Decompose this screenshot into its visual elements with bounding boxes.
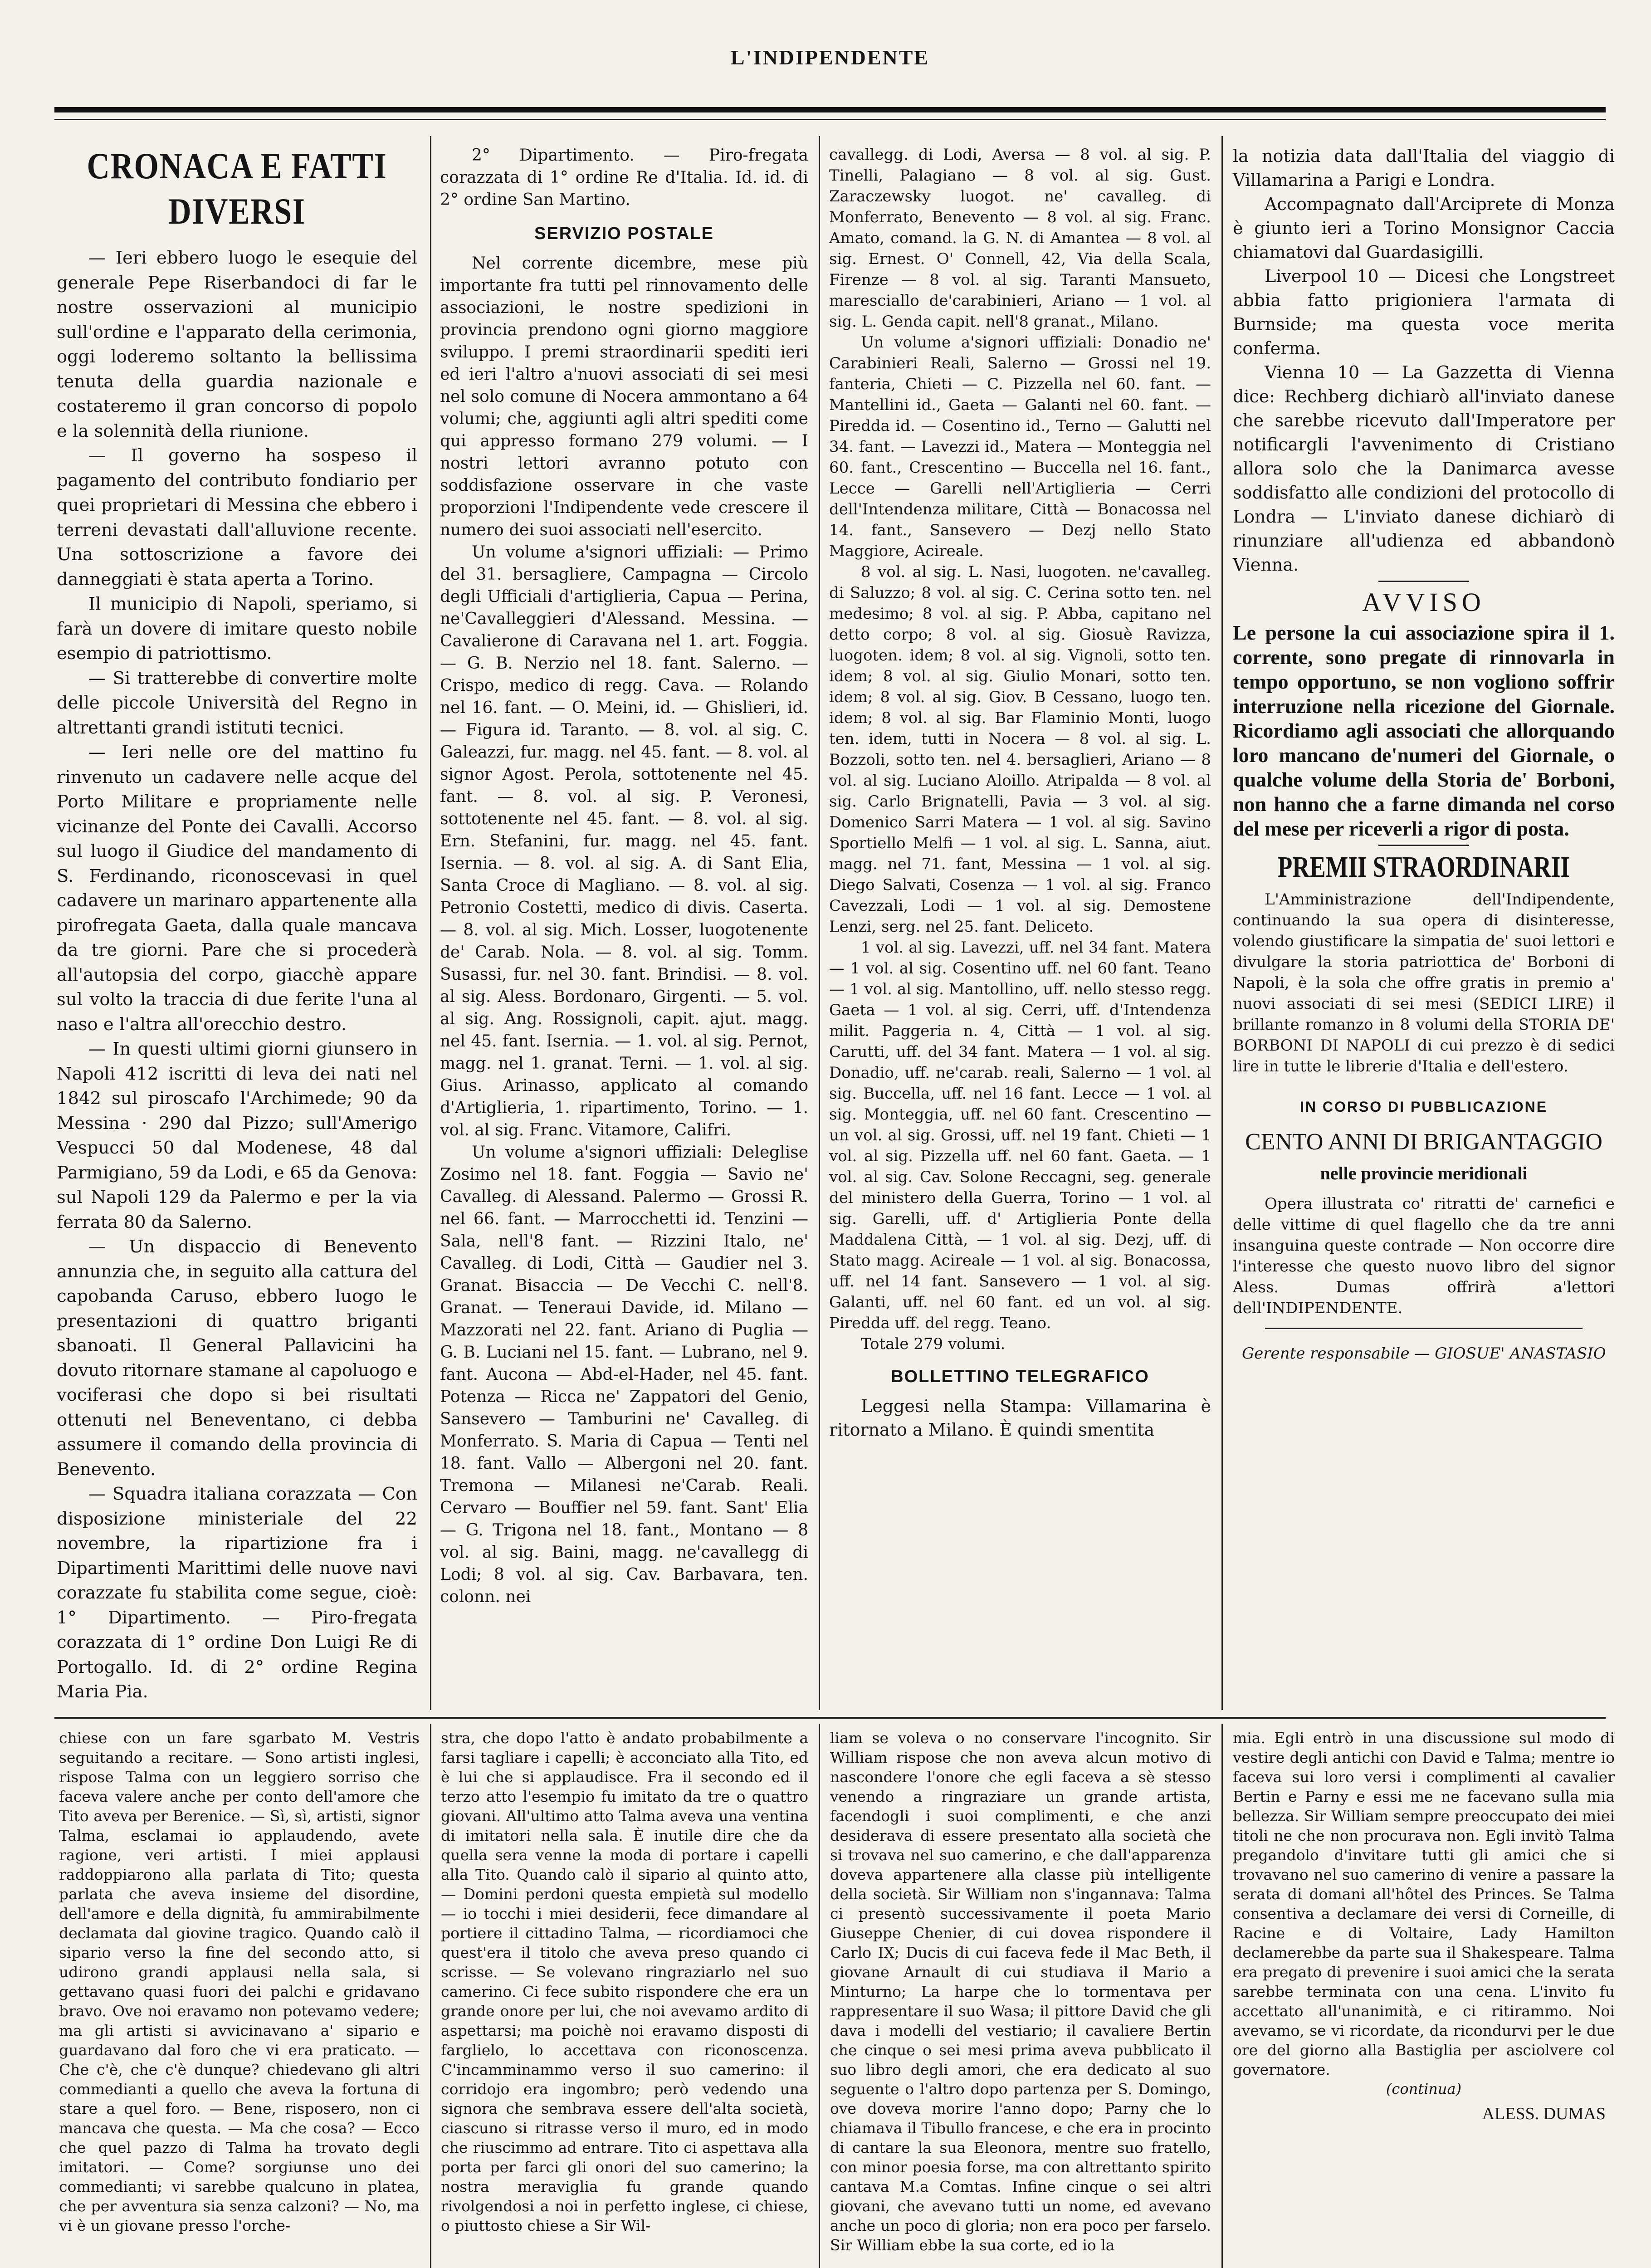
article-paragraph: — Squadra italiana corazzata — Con disposizione ministeriale del 22 novembre, la ripartizione fra i Dipartimenti Marittimi delle nuove navi corazzate fu stabilita come segue, cioè: 1° Dipartimento. — Piro-fregata corazzata di 1° ordine Don Luigi Re di Portogallo. Id. di 2° ordine Regina Maria Pia. — [57, 1484, 417, 1702]
article-paragraph: Un volume a'signori uffiziali: — Primo del 31. bersagliere, Campagna — Circolo degli Ufficiali d'artiglieria, Capua — Perina, ne'Cavalleggieri d'Alessand. Messina. — Cavalierone di Caravana nel 1. art. Foggia. — G. B. Nerzio nel 18. fant. Salerno. — Crispo, medico di regg. Cava. — Rolando nel 16. fant. — O. Meini, id. — Ghislieri, id. — Figura id. Taranto. — 8. vol. al sig. C. Galeazzi, fur. magg. nel 45. fant. — 8. vol. al signor Agost. Perola, sottotenente nel 45. fant. — 8. vol. al sig. P. Veronesi, sottotenente nel 45. fant. — 8. vol. al sig. Ern. Stefanini, fur. magg. nel 45. fant. Isernia. — 8. vol. al sig. A. di Sant Elia, Santa Croce di Magliano. — 8. vol. al sig. Petronio Costetti, medico di divis. Caserta. — 8. vol. al sig. Mich. Losser, luogotenente de' Carab. Nola. — 8. vol. al sig. Tomm. Susassi, fur. nel 30. fant. Brindisi. — 8. vol. al sig. Aless. Bordonaro, Girgenti. — 5. vol. al sig. Ang. Rossignoli, capit. ajut. magg. nel 45. fant. Isernia. — 1. vol. al sig. Pernot, magg. nel 1. granat. Terni. — 1. vol. al sig. Gius. Arinasso, applicato al comando d'Artiglieria, 1. ripartimento, Torino. — 1. vol. al sig. Franc. Vitamore, Califri. — [440, 543, 808, 1139]
masthead: L'INDIPENDENTE — [730, 46, 930, 69]
masthead-rule-thick — [54, 107, 1606, 112]
column-rule — [430, 136, 431, 1710]
article-paragraph: Leggesi nella Stampa: Villamarina è ritornato a Milano. È quindi smentita — [829, 1396, 1211, 1440]
cento-body: Opera illustrata co' ritratti de' carnefici e delle vittime di quel flagello che da tre anni insanguina queste contrade — Non occorre dire l'interesse che questo nuovo libro del signor Aless. Dumas offrirà a'lettori dell'INDIPENDENTE. — [1233, 1195, 1615, 1317]
section-title-bollettino: BOLLETTINO TELEGRAFICO — [891, 1367, 1149, 1386]
article-paragraph: Nel corrente dicembre, mese più importante fra tutti pel rinnovamento delle associazioni, le nostre spedizioni in provincia prendono ogni giorno maggiore sviluppo. I premi straordinarii spediti ieri ed ieri l'altro a'nuovi associati di sei mesi nel solo comune di Nocera ammontano a 64 volumi; che, aggiunti agli altri spediti come qui appresso formano 279 volumi. — I nostri lettori avranno potuto con soddisfazione osservare in che vaste proporzioni l'Indipendente vede crescere il numero dei suoi associati nell'esercito. — [440, 254, 808, 539]
article-paragraph: la notizia data dall'Italia del viaggio di Villamarina a Parigi e Londra. — [1233, 146, 1615, 190]
article-paragraph: — Ieri nelle ore del mattino fu rinvenuto un cadavere nelle acque del Porto Militare e propriamente nelle vicinanze del Ponte dei Cavalli. Accorso sul luogo il Giudice del mandamento di S. Ferdinando, riconoscevasi in quel cadavere un marinaro appartenente alla pirofregata Gaeta, dalla quale mancava da tre giorni. Pare che si procederà all'autopsia del corpo, giacchè appare sul volto la traccia di due ferite l'una al naso e l'altra all'orecchio destro. — [57, 742, 417, 1035]
feuilleton-column — [1233, 1728, 1615, 2124]
separator — [1378, 845, 1469, 846]
section-title-servizio-postale: SERVIZIO POSTALE — [534, 224, 714, 243]
feuilleton-column — [441, 1728, 808, 2235]
article-paragraph: — In questi ultimi giorni giunsero in Napoli 412 iscritti di leva dei nati nel 1842 sul piroscafo l'Archimede; 90 da Messina · 290 dal Pizzo; sull'Amerigo Vespucci 50 dal Modenese, 48 dal Parmigiano, 59 da Lodi, e 65 da Genova: sul Napoli 129 da Palermo e per la via ferrata 80 da Salerno. — [57, 1039, 417, 1232]
feuilleton-rule — [54, 1717, 1606, 1719]
column-servizio-postale — [440, 144, 808, 1608]
article-paragraph: Totale 279 volumi. — [861, 1335, 1006, 1353]
feuilleton-column-rule — [819, 1724, 820, 2268]
separator — [1378, 581, 1469, 582]
separator — [1265, 1328, 1583, 1329]
feuilleton-text: liam se voleva o no conservare l'incognito. Sir William rispose che non aveva alcun motivo di nascondere l'onore che egli faceva a sè stesso venendo a ringraziare un grande artista, facendogli i suoi complimenti, e che anzi desiderava di essere presentato alla società che si trovava nel suo camerino, e che dall'apparenza doveva appartenere alla classe più intelligente della società. Sir William non s'ingannava: Talma ci presentò successivamente il poeta Mario Giuseppe Chenier, di cui dovea rispondere il Carlo IX; Ducis di cui faceva fede il Mac Beth, il giovane Arnault di cui studiava il Mario a Minturno; La harpe che lo tormentava per rappresentare il suo Wasa; il pittore David che gli dava i modelli del vestiario; il cavaliere Bertin che cinque o sei mesi prima aveva pubblicato il suo libro degli amori, che era dedicato al suo seguente o l'altro dopo partenza per S. Domingo, ove doveva morire l'anno dopo; Parny che lo chiamava il Tibullo francese, e che era in procinto di cantare la sua Eleonora, mentre suo fratello, con minor poesia forse, ma con altrettanto spirito cantava M.a Comtas. Infine cinque o sei altri giovani, che avevano tutti un nome, ed avevano anche un poco di gloria; non era poco per farselo. Sir William ebbe la sua corte, ed io la — [830, 1729, 1211, 2254]
feuilleton-column — [830, 1728, 1211, 2255]
feuilleton-column-rule — [1221, 1724, 1223, 2268]
article-paragraph: — Un dispaccio di Benevento annunzia che, in seguito alla cattura del capobanda Caruso, ebbero luogo le presentazioni di quattro briganti sbanoati. Il General Pallavicini ha dovuto ritornare stamane al capoluogo e vociferasi che dopo si bei risultati ottenuti nel Beneventano, ci debba assumere il comando della provincia di Benevento. — [57, 1237, 417, 1480]
article-paragraph: Un volume a'signori uffiziali: Deleglise Zosimo nel 18. fant. Foggia — Savio ne' Cavalleg. di Alessand. Palermo — Grossi R. nel 66. fant. — Marrocchetti id. Tenzini — Sala, nell'8 fant. — Rizzini Italo, ne' Cavalleg. di Lodi, Città — Gaudier nel 3. Granat. Bisaccia — De Vecchi C. nell'8. Granat. — Teneraui Davide, id. Milano — Mazzorati nel 22. fant. Ariano di Puglia — G. B. Luciani nel 15. fant. — Lubrano, nel 9. fant. Aucona — Abd-el-Hader, nel 45. fant. Potenza — Ricca ne' Zappatori del Genio, Sansevero — Tamburini ne' Cavalleg. di Monferrato. S. Maria di Capua — Tenti nel 18. fant. Vallo — Albergoni nel 20. fant. Tremona — Milanesi ne'Carab. Reali. Cervaro — Bouffier nel 59. fant. Sant' Elia — G. Trigona nel 18. fant., Montano — 8 vol. al sig. Baini, magg. ne'cavallegg di Lodi; 8 vol. al sig. Cav. Barbavara, ten. colonn. nei — [440, 1143, 808, 1606]
column-rule — [1221, 136, 1223, 1710]
feuilleton-text: chiese con un fare sgarbato M. Vestris seguitando a recitare. — Sono artisti inglesi, rispose Talma con un leggiero sorriso che faceva valere anche per conto dell'amore che Tito aveva per Berenice. — Sì, sì, artisti, signor Talma, esclamai io applaudendo, avete ragione, veri artisti. I miei applausi raddoppiarono alla parlata di Tito; questa parlata che aveva insieme del disordine, dell'amore e della dignità, fu ammirabilmente declamata dal giovine tragico. Quando calò il sipario verso la fine del secondo atto, si udirono grandi applausi nella sala, si gettavano quasi fuori dei palchi e gridavano bravo. Ove noi eravamo non potevamo vedere; ma gli artisti si avvicinavano a' sipario e guardavano dal foro che vi era praticato. — Che c'è, che c'è dunque? chiedevano gli altri commedianti a quello che aveva la fortuna di stare a quel foro. — Bene, risposero, non ci mancava che questa. — Ma che cosa? — Ecco che quel pazzo di Talma ha trovato degli imitatori. — Come? sorgiunse uno dei commedianti; vi sarebbe qualcuno in platea, che per avventura sia senza calzoni? — No, ma vi è un giovane presso l'orche- — [59, 1729, 420, 2234]
article-paragraph: 2° Dipartimento. — Piro-fregata corazzata di 1° ordine Re d'Italia. Id. id. di 2° ordine San Martino. — [440, 146, 808, 209]
feuilleton-column-rule — [430, 1724, 431, 2268]
cento-subtitle: nelle provincie meridionali — [1320, 1163, 1528, 1183]
feuilleton-text: mia. Egli entrò in una discussione sul modo di vestire degli antichi con David e Talma; mentre io faceva sui loro versi i complimenti al cavalier Bertin e Parny e essi me ne facevano sulla mia bellezza. Sir William sempre preoccupato dei miei titoli ne che non procurava non. Egli invitò Talma pregandolo d'invitare tutti gli amici che si trovavano nel suo camerino di venire a passare la serata di domani all'hôtel des Princes. Se Talma consentiva a declamare dei versi di Corneille, di Racine e di Voltaire, Lady Hamilton declamerebbe da parte sua il Shakespeare. Talma era pregato di prevenire i suoi amici che la serata sarebbe terminata con una cena. L'invito fu accettato all'unanimità, e ci ritirammo. Noi avevamo, se vi ricordate, da ricondurvi per le due ore del giorno alla Bastiglia per asciolvere col governatore. — [1233, 1729, 1615, 2078]
feuilleton-text: stra, che dopo l'atto è andato probabilmente a farsi tagliare i capelli; è acconciato alla Tito, ed è lui che si applaudisce. Fra il secondo ed il terzo atto l'esempio fu imitato da tre o quattro giovani. All'ultimo atto Talma aveva una ventina di imitatori nella sala. È inutile dire che da quella sera venne la moda di portare i capelli alla Tito. Quando calò il sipario al quinto atto, — Domini perdoni questa empietà sul modello — io tocchi i miei desiderii, fece dimandare al portiere il cittadino Talma, — ricordiamoci che quest'era il titolo che aveva preso quando ci scrisse. — Se volevano ringraziarlo nel suo camerino. Ci fece subito rispondere che era un grande onore per lui, che noi avevamo ardito di aspettarsi; ma poichè noi eravamo disposti di farglielo, lo accettava con riconoscenza. C'incamminammo verso il suo camerino: il corridojo era ingombro; però vedendo una signora che sembrava essere dell'alta società, ciascuno si ritrasse verso il muro, ed in modo che riuscimmo ad entrare. Tito ci aspettava alla porta per farci gli onori del suo camerino; la nostra meraviglia fu grande quando rivolgendosi a noi in perfetto inglese, ci chiese, o piuttosto chiese a Sir Wil- — [441, 1729, 808, 2234]
column-cronaca — [57, 141, 417, 1705]
avviso-body: Le persone la cui associazione spira il 1. corrente, sono pregate di rinnovarla in tempo opportuno, se non vogliono soffrir interruzione nella ricezione del Giornale. Ricordiamo agli associati che allorquando loro mancano de'numeri del Giornale, o qualche volume della Storia de' Borboni, non hanno che a farne dimanda nel corso del mese per riceverli a rigor di posta. — [1233, 621, 1615, 840]
article-paragraph: — Ieri ebbero luogo le esequie del generale Pepe Riserbandoci di far le nostre osservazioni al municipio sull'ordine e l'apparato della cerimonia, oggi loderemo soltanto la bellissima tenuta della guardia nazionale e costateremo il gran concorso di popolo e la solennità della riunione. — [57, 248, 417, 441]
article-paragraph: Vienna 10 — La Gazzetta di Vienna dice: Rechberg dichiarò all'inviato danese che sarebbe ricevuto dall'Imperatore per notificargli l'avvenimento di Cristiano allora solo che la Danimarca avesse soddisfatto alle condizioni del protocollo di Londra — L'inviato danese dichiarò di rinunziare all'udienza ed abbandonò Vienna. — [1233, 362, 1615, 575]
column-volumi — [829, 144, 1211, 1442]
column-notizie — [1233, 144, 1615, 1366]
article-paragraph: cavallegg. di Lodi, Aversa — 8 vol. al sig. P. Tinelli, Palagiano — 8 vol. al sig. Gust. Zaraczewsky luogot. ne' cavalleg. di Monferrato, Benevento — 8 vol. al sig. Franc. Amato, comand. la G. N. di Amantea — 8 vol. al sig. Ernest. O' Connell, 42, Via della Scala, Firenze — 8 vol. al sig. Taranti Mansueto, maresciallo de'carabinieri, Ariano — 1 vol. al sig. L. Genda capit. nell'8 granat., Milano. — [829, 146, 1211, 331]
article-paragraph: Liverpool 10 — Dicesi che Longstreet abbia fatto prigioniera l'armata di Burnside; ma questa voce merita conferma. — [1233, 266, 1615, 358]
article-paragraph: — Il governo ha sospeso il pagamento del contributo fondiario per quei proprietari di Messina che ebbero i terreni devastati dall'alluvione recente. Una sottoscrizione a favore dei danneggiati è stata aperta a Torino. — [57, 445, 417, 590]
article-paragraph: — Si tratterebbe di convertire molte delle piccole Università del Regno in altrettanti grandi istituti tecnici. — [57, 668, 417, 738]
section-title-cronaca: CRONACA E FATTI DIVERSI — [87, 145, 387, 232]
continua-label: (continua) — [1386, 2080, 1462, 2097]
premi-body: L'Amministrazione dell'Indipendente, continuando la sua opera di disinteresse, volendo giustificare la simpatia de' suoi lettori e divulgare la storia patriottica de' Borboni di Napoli, è la sola che offre gratis in premio a' nuovi associati di sei mesi (SEDICI LIRE) il brillante romanzo in 8 volumi della STORIA DE' BORBONI DI NAPOLI di cui prezzo è di sedici lire in tutte le librerie d'Italia e dell'estero. — [1233, 890, 1615, 1075]
article-paragraph: 8 vol. al sig. L. Nasi, luogoten. ne'cavalleg. di Saluzzo; 8 vol. al sig. C. Cerina sotto ten. nel medesimo; 8 vol. al sig. P. Abba, capitano nel detto corpo; 8 vol. al sig. Giosuè Ravizza, luogoten. idem; 8 vol. al sig. Vignoli, sotto ten. idem; 8 vol. al sig. Giulio Monari, sotto ten. idem; 8 vol. al sig. Giov. B Cessano, luogo ten. idem; 8 vol. al sig. Bar Flaminio Monti, luogo ten. idem, tutti in Nocera — 8 vol. al sig. L. Bozzoli, sotto ten. nel 4. bersaglieri, Ariano — 8 vol. al sig. Luciano Aloillo. Atripalda — 8 vol. al sig. Carlo Brignatelli, Pavia — 3 vol. al sig. Domenico Sarri Matera — 1 vol. al sig. Savino Sportiello Melfi — 1 vol. al sig. L. Sanna, aiut. magg. nel 71. fant, Messina — 1 vol. al sig. Diego Salvati, Cosenza — 1 vol. al sig. Franco Cavezzali, Lodi — 1 vol. al sig. Demostene Lenzi, serg. nel 25. fant. Deliceto. — [829, 563, 1211, 936]
feuilleton-column — [59, 1728, 420, 2235]
column-rule — [819, 136, 820, 1710]
cento-title: CENTO ANNI DI BRIGANTAGGIO — [1245, 1129, 1602, 1155]
premi-title: PREMII STRAORDINARII — [1278, 850, 1570, 884]
article-paragraph: Accompagnato dall'Arciprete di Monza è giunto ieri a Torino Monsignor Caccia chiamatovi dal Guardasigilli. — [1233, 194, 1615, 262]
article-paragraph: 1 vol. al sig. Lavezzi, uff. nel 34 fant. Matera — 1 vol. al sig. Cosentino uff. nel 60 fant. Teano — 1 vol. al sig. Mantollino, uff. nello stesso regg. Gaeta — 1 vol. al sig. Cerri, uff. d'Intendenza milit. Paggeria n. 4, Città — 1 vol. al sig. Carutti, uff. del 34 fant. Matera — 1 vol. al sig. Donadio, uff. ne'carab. reali, Salerno — 1 vol. al sig. Buccella, uff. nel 16 fant. Lecce — 1 vol. al sig. Monteggia, uff. nel 60 fant. Crescentino — un vol. al sig. Grossi, uff. nel 19 fant. Chieti — 1 vol. al sig. Pizzella uff. nel 60 fant. Gaeta. — 1 vol. al sig. Cav. Solone Reccagni, seg. generale del ministero della Guerra, Torino — 1 vol. al sig. Garelli, uff. d' Artiglieria Ponte della Maddalena Città, — 1 vol. al sig. Dezj, uff. di Stato magg. Acireale — 1 vol. al sig. Bonacossa, uff. nel 14 fant. Sansevero — 1 vol. al sig. Galanti, uff. nel 60 fant. ed un vol. al sig. Piredda uff. del regg. Teano. — [829, 938, 1211, 1332]
masthead-rule-thin — [54, 119, 1606, 120]
gerente: Gerente responsabile — GIOSUE' ANASTASIO — [1242, 1344, 1606, 1363]
avviso-title: AVVISO — [1362, 587, 1485, 617]
author-signature: ALESS. DUMAS — [1482, 2104, 1606, 2123]
corso-label: IN CORSO DI PUBBLICAZIONE — [1299, 1099, 1548, 1115]
article-paragraph: Il municipio di Napoli, speriamo, si farà un dovere di imitare questo nobile esempio di patriottismo. — [57, 594, 417, 664]
article-paragraph: Un volume a'signori uffiziali: Donadio ne' Carabinieri Reali, Salerno — Grossi nel 19. fanteria, Chieti — C. Pizzella nel 60. fant. — Mantellini id., Gaeta — Galanti nel 60. fant. — Piredda id. — Cosentino id., Terno — Galutti nel 34. fant. — Lavezzi id., Matera — Monteggia nel 60. fant., Crescentino — Buccella nel 16. fant., Lecce — Garelli nell'Artiglieria — Cerri dell'Intendenza militare, Città — Bonacossa nel 14. fant., Sansevero — Dezj nello Stato Maggiore, Acireale. — [829, 333, 1211, 560]
